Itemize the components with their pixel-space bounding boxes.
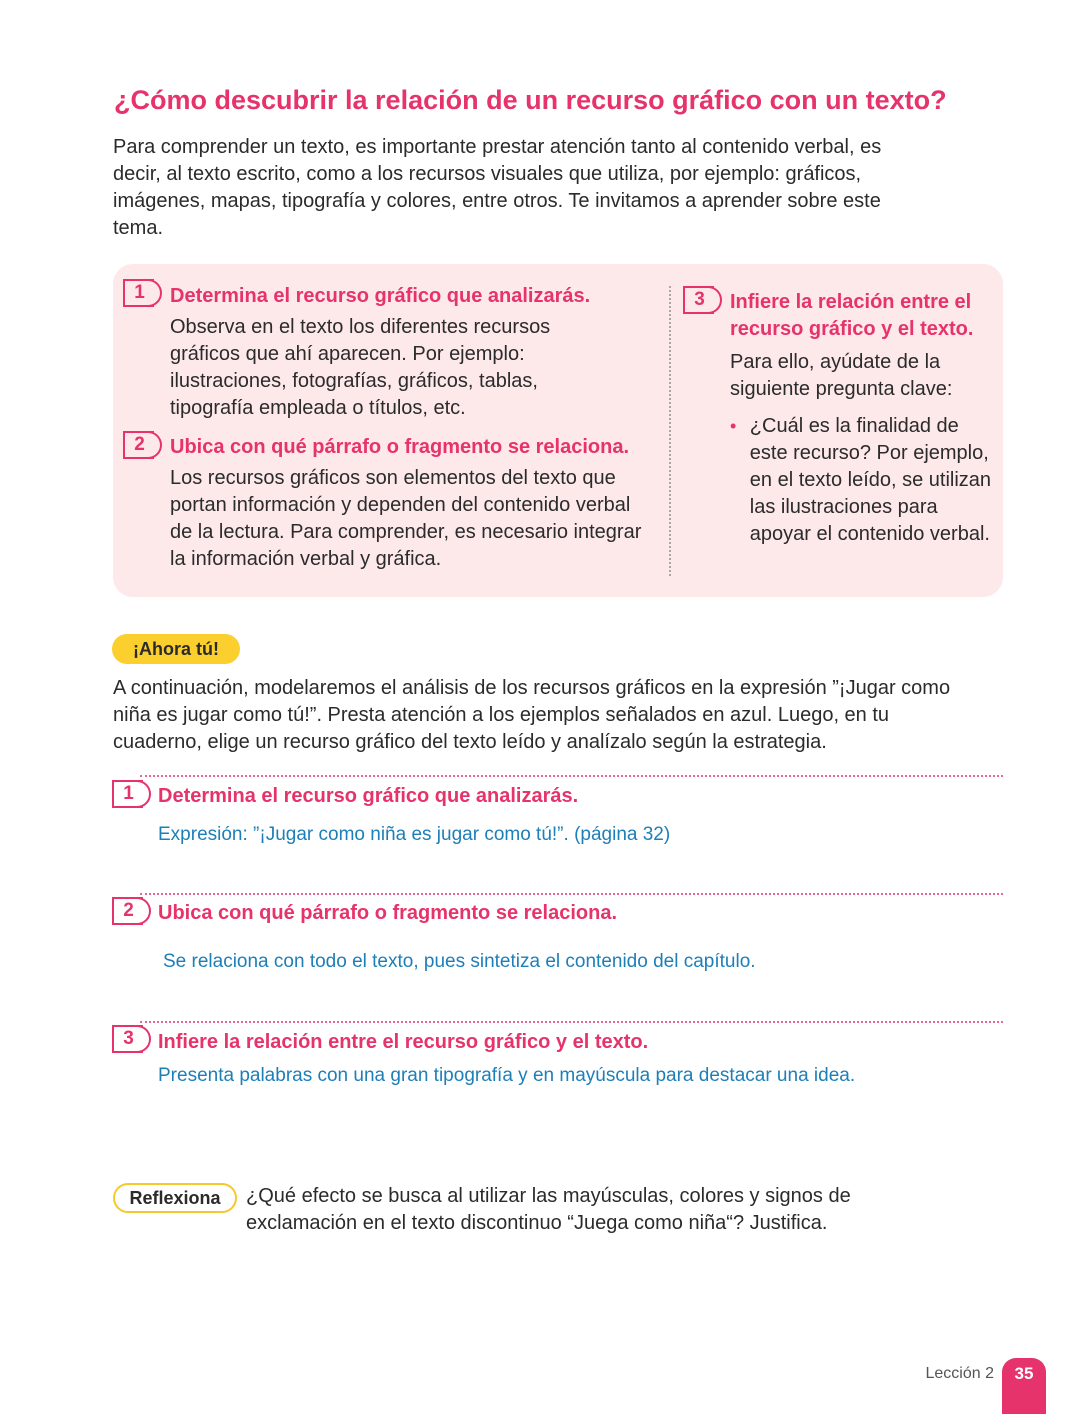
strategy-step-3-bullet xyxy=(730,413,992,548)
practice-divider-3 xyxy=(140,1021,1003,1023)
page-title: ¿Cómo descubrir la relación de un recurso gráfico con un texto? xyxy=(114,85,947,115)
strategy-step-3-text: Para ello, ayúdate de la siguiente pregunta clave: xyxy=(730,351,953,400)
practice-step-2-title: Ubica con qué párrafo o fragmento se relaciona. xyxy=(158,902,618,924)
practice-number-3: 3 xyxy=(112,1025,143,1053)
practice-divider-2 xyxy=(140,893,1003,895)
ahora-text: A continuación, modelaremos el análisis de los recursos gráficos en la expresión ”¡Jugar como niña es jugar como tú!”. Presta atención a los ejemplos señalados en azul. Luego, en tu cuaderno, elige un recurso gráfico del texto leído y analízalo según la estrategia. xyxy=(113,677,951,753)
reflexiona-text: ¿Qué efecto se busca al utilizar las mayúsculas, colores y signos de exclamación en el texto discontinuo “Juega como niña“? Justifica. xyxy=(246,1185,851,1234)
practice-step-1-title: Determina el recurso gráfico que analizarás. xyxy=(158,785,579,807)
bullet-dot-icon: • xyxy=(730,416,737,436)
step-number-2: 2 xyxy=(123,431,154,459)
lesson-label: Lección 2 xyxy=(925,1365,994,1382)
page-number: 35 xyxy=(1002,1358,1046,1414)
practice-step-2-example: Se relaciona con todo el texto, pues sintetiza el contenido del capítulo. xyxy=(163,951,756,972)
practice-number-1: 1 xyxy=(112,780,143,808)
strategy-step-3 xyxy=(730,289,992,548)
strategy-step-2 xyxy=(170,434,660,573)
step-number-1: 1 xyxy=(123,279,154,307)
strategy-divider xyxy=(669,286,671,576)
strategy-step-1 xyxy=(170,283,660,422)
ahora-badge: ¡Ahora tú! xyxy=(112,634,240,664)
strategy-step-1-text: Observa en el texto los diferentes recursos gráficos que ahí aparecen. Por ejemplo: ilustraciones, fotografías, gráficos, tablas, tipografía empleada o títulos, etc. xyxy=(170,316,551,419)
practice-divider-1 xyxy=(140,775,1003,777)
strategy-step-1-title: Determina el recurso gráfico que analizarás. xyxy=(170,285,591,307)
strategy-step-3-title: Infiere la relación entre el recurso gráfico y el texto. xyxy=(730,291,974,340)
strategy-step-3-bullet-text: ¿Cuál es la finalidad de este recurso? Por ejemplo, en el texto leído, se utilizan las ilustraciones para apoyar el contenido verbal. xyxy=(749,415,992,545)
strategy-step-2-text: Los recursos gráficos son elementos del texto que portan información y dependen del contenido verbal de la lectura. Para comprender, es necesario integrar la información verbal y gráfica. xyxy=(170,467,642,570)
reflexiona-badge: Reflexiona xyxy=(113,1183,237,1213)
intro-paragraph: Para comprender un texto, es importante prestar atención tanto al contenido verbal, es decir, al texto escrito, como a los recursos visuales que utiliza, por ejemplo: gráficos, imágenes, mapas, tipografía y colores, entre otros. Te invitamos a aprender sobre este tema. xyxy=(113,136,882,239)
practice-step-3-title: Infiere la relación entre el recurso gráfico y el texto. xyxy=(158,1031,649,1053)
practice-number-2: 2 xyxy=(112,897,143,925)
practice-step-3-example: Presenta palabras con una gran tipografía y en mayúscula para destacar una idea. xyxy=(158,1065,856,1086)
step-number-3: 3 xyxy=(683,286,714,314)
strategy-step-2-title: Ubica con qué párrafo o fragmento se relaciona. xyxy=(170,436,630,458)
practice-step-1-example: Expresión: ”¡Jugar como niña es jugar como tú!”. (página 32) xyxy=(158,824,671,845)
